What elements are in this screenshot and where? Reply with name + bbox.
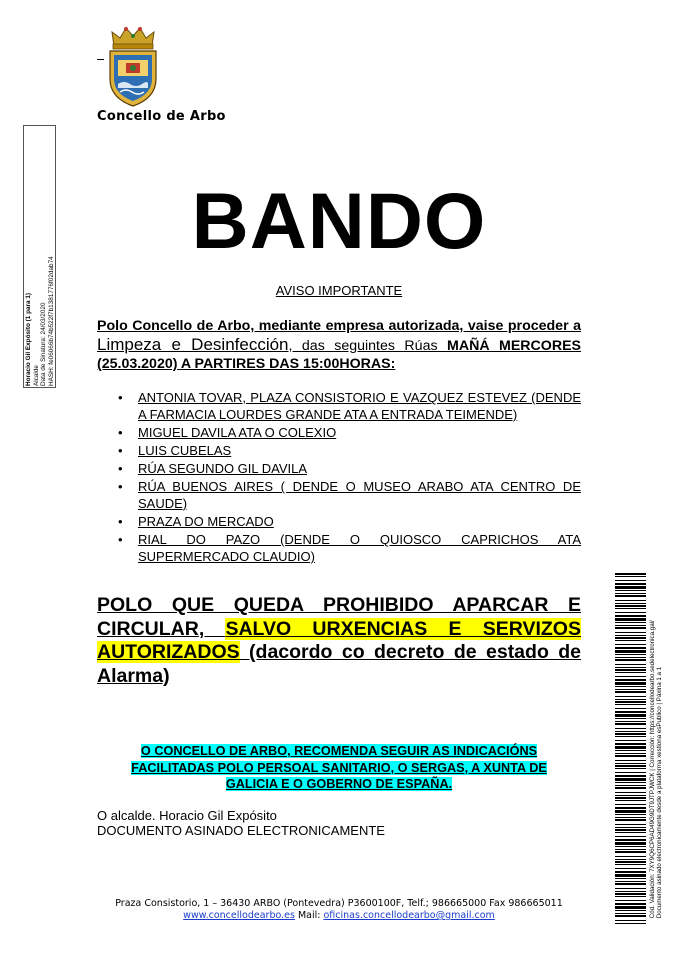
list-item: • RIAL DO PAZO (DENDE O QUIOSCO CAPRICHOS ATA SUPERMERCADO CLAUDIO) bbox=[138, 532, 581, 565]
mail-label: Mail: bbox=[294, 910, 324, 921]
stamp-line: HASH: fe06066b74b522f7b1381776f02dab74 bbox=[47, 256, 55, 386]
intro-emphasis: Limpeza e Desinfección bbox=[97, 334, 289, 354]
intro-paragraph bbox=[97, 317, 581, 374]
crest-underline bbox=[97, 59, 104, 60]
validation-text bbox=[649, 566, 663, 918]
prohibition-warning bbox=[97, 594, 581, 688]
intro-text: Polo Concello de Arbo, mediante empresa autorizada, vaise proceder a bbox=[97, 318, 581, 334]
list-item: • ANTONIA TOVAR, PLAZA CONSISTORIO E VAZQUEZ ESTEVEZ (DENDE A FARMACIA LOURDES GRANDE ATA A ENTRADA TEIMENDE) bbox=[138, 390, 581, 423]
notice-heading: AVISO IMPORTANTE bbox=[275, 283, 403, 298]
intro-text-2: , das seguintes Rúas bbox=[288, 337, 438, 354]
website-link[interactable]: www.concellodearbo.es bbox=[183, 910, 295, 921]
list-item: • RÚA SEGUNDO GIL DAVILA bbox=[138, 461, 581, 478]
validation-line: Cód. Validación: 7XY9Q6CP6AD49G9DT9JTPJWCK | Corrección: https://concellodearbo.sedelectronica.gal/ bbox=[648, 620, 656, 919]
stamp-line: Alcalde bbox=[32, 365, 40, 386]
footer-contact bbox=[0, 910, 678, 921]
list-item: • MIGUEL DAVILA ATA O COLEXIO bbox=[138, 425, 581, 442]
health-recommendation bbox=[108, 743, 570, 793]
stamp-line: Data de Sinatura: 24/03/2020 bbox=[40, 302, 47, 386]
email-link[interactable]: oficinas.concellodearbo@gmail.com bbox=[323, 910, 495, 921]
warning-text: POLO QUE QUEDA PROHIBIDO APARCAR E CIRCULAR, bbox=[97, 594, 581, 640]
intro-text-3: MAÑÁ MERCORES (25.03.2020) A PARTIRES DAS 15:00HORAS: bbox=[97, 337, 582, 372]
street-list bbox=[138, 390, 581, 567]
footer-address: Praza Consistorio, 1 – 36430 ARBO (Pontevedra) P3600100F, Telf.; 986665000 Fax 986665011 bbox=[115, 898, 563, 909]
page-title: BANDO bbox=[191, 176, 487, 265]
signature-name: O alcalde. Horacio Gil Expósito bbox=[97, 808, 277, 823]
stamp-line: Horacio Gil Expósito (1 para 1) bbox=[25, 292, 32, 386]
recommendation-text: O CONCELLO DE ARBO, RECOMENDA SEGUIR AS INDICACIÓNS FACILITADAS POLO PERSOAL SANITARIO, O SERGAS, A XUNTA DE GALICIA E O GOBERNO DE ESPAÑA. bbox=[131, 744, 547, 791]
signature-note: DOCUMENTO ASINADO ELECTRONICAMENTE bbox=[97, 823, 385, 838]
coat-of-arms-logo bbox=[104, 24, 162, 108]
list-item: • PRAZA DO MERCADO bbox=[138, 514, 581, 531]
list-item: • RÚA BUENOS AIRES ( DENDE O MUSEO ARABO ATA CENTRO DE SAUDE) bbox=[138, 479, 581, 512]
list-item: • LUIS CUBELAS bbox=[138, 443, 581, 460]
validation-barcode bbox=[615, 573, 646, 925]
warning-highlight: SALVO URXENCIAS E SERVIZOS AUTORIZADOS bbox=[97, 617, 581, 663]
warning-text-2: (dacordo co decreto de estado de Alarma) bbox=[97, 641, 581, 687]
validation-line: Documento asinado electronicamente desde a plataforma xestiona esPublico | Páxina 1 a 1 bbox=[656, 666, 663, 919]
organization-name: Concello de Arbo bbox=[97, 109, 226, 124]
